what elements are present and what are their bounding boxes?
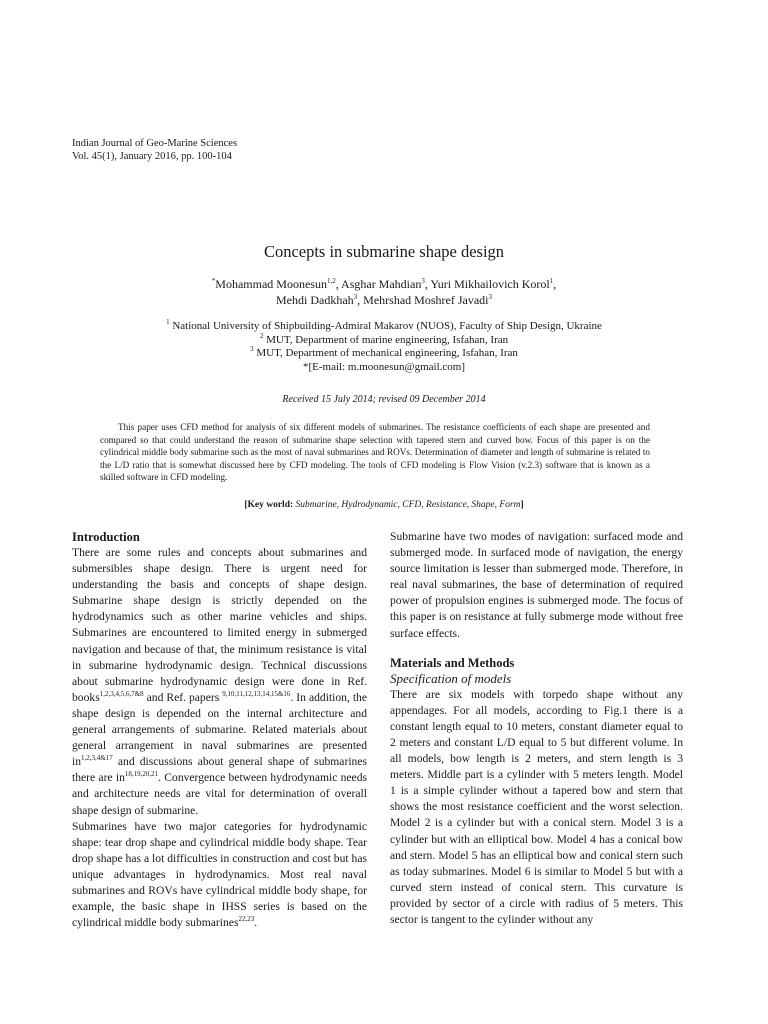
keywords-label: [Key world: (244, 500, 296, 510)
journal-name: Indian Journal of Geo-Marine Sciences (72, 138, 238, 149)
affiliation-1 (0, 320, 768, 334)
author-name: Mohammad Moonesun (215, 277, 327, 291)
affiliation-sup: 3 (250, 345, 254, 353)
citation: 1,2,3,4&17 (81, 754, 113, 763)
keywords-close: ] (520, 500, 524, 510)
author-name: , Asghar Mahdian (335, 277, 422, 291)
corresponding-mark: * (211, 277, 216, 285)
author-line-2 (0, 292, 768, 308)
citation: 18,19,20,21 (124, 770, 159, 779)
author-affil-sup: 3 (421, 277, 425, 285)
body-text: There are some rules and concepts about submarines and submersibles shape design. There is urgent need for understanding the basis and concepts of shape design. Submarine shape design is strictly depended on the hydrodynamics such as other marine vehicles and ships. Submarines are encountered to limited energy in submerged navigation and because of that, the minimum resistance is vital in submarine hydrodynamic design. Technical discussions about submarine hydrodynamic design were done in Ref. books (72, 546, 367, 704)
models-paragraph: There are six models with torpedo shape without any appendages. For all models, according to Fig.1 there is a constant length equal to 10 meters, constant diameter equal to 2 meters and constant L/D equal to 5 but different volume. In all models, bow length is 2 meters, and stern length is 3 meters. Middle part is a cylinder with 5 meters length. Model 1 is a simple cylinder without a tapered bow and stern that shows the most resistance coefficient and the worst selection. Model 2 is a cylinder but with a conical stern. Model 3 is a cylinder but with an elliptical bow. Model 4 has a conical bow and stern. Model 5 has an elliptical bow and conical stern such as today submarines. Model 6 is similar to Model 5 but with a curved stern instead of conical stern. This curvature is provided by sector of a circle with radius of 5 meters. This sector is tangent to the cylinder without any (390, 687, 683, 926)
body-text: and discussions about general shape of submarines there are in (72, 755, 367, 785)
section-heading-materials-methods: Materials and Methods (390, 655, 515, 670)
received-dates: Received 15 July 2014; revised 09 December 2014 (282, 394, 486, 405)
affiliation-list (0, 320, 768, 374)
body-text: . (254, 916, 258, 930)
section-heading-introduction: Introduction (72, 530, 140, 544)
subsection-heading-specification: Specification of models (390, 670, 512, 686)
section-gap (390, 642, 683, 655)
author-separator: , (553, 277, 557, 291)
author-affil-sup: 1 (549, 277, 554, 285)
contact-email: *[E-mail: m.moonesun@gmail.com] (303, 360, 465, 373)
author-name: , Mehrshad Moshref Javadi (357, 293, 489, 307)
affiliation-sup: 1 (166, 318, 170, 326)
citation: 9,10,11,12,13,14,15&16 (222, 689, 291, 698)
body-text: Submarines have two major categories for hydrodynamic shape: tear drop shape and cylindrical middle body shape. Tear drop shape has a lot difficulties in construction and cost but has unique advantages in hydrodynamics. Most real naval submarines and ROVs have cylindrical middle body shape, for example, the basic shape in IHSS series is based on the cylindrical middle body submarines (72, 819, 367, 930)
citation: 1,2,3,4,5,6,7&8 (99, 689, 144, 698)
author-affil-sup: 3 (488, 293, 492, 301)
affiliation-text: National University of Shipbuilding-Admiral Makarov (NUOS), Faculty of Ship Design, Ukraine (169, 320, 602, 332)
affiliation-text: MUT, Department of marine engineering, Isfahan, Iran (263, 333, 509, 346)
keywords (0, 500, 768, 510)
journal-volume: Vol. 45(1), January 2016, pp. 100-104 (72, 151, 232, 162)
affiliation-3 (0, 347, 768, 361)
body-text: . Convergence between hydrodynamic needs and architecture needs are vital for determination of overall shape design of submarine. (72, 771, 368, 817)
author-list (0, 276, 768, 308)
affiliation-sup: 2 (259, 331, 264, 340)
intro-paragraph-2 (72, 819, 367, 932)
paper-title: Concepts in submarine shape design (263, 242, 505, 261)
author-line-1 (0, 276, 768, 292)
keywords-list: Submarine, Hydrodynamic, CFD, Resistance, Shape, Form (295, 500, 521, 510)
column-right (390, 529, 683, 928)
affiliation-text: MUT, Department of mechanical engineering, Isfahan, Iran (253, 347, 518, 359)
author-name: Mehdi Dadkhah (276, 293, 354, 307)
author-affil-sup: 1,2 (326, 277, 336, 285)
intro-paragraph-1 (72, 545, 367, 819)
body-text: and Ref. papers (143, 690, 223, 704)
affiliation-2 (0, 331, 768, 348)
column-left (72, 529, 367, 931)
navigation-modes-paragraph: Submarine have two modes of navigation: surfaced mode and submerged mode. In surfaced mode of navigation, the energy source limitation is lesser than submerged mode. Therefore, in real naval submarines, the base of determination of required power of propulsion engines is submerged mode. The focus of this paper is on resistance at fully submerge mode without free surface effects. (390, 530, 683, 640)
author-affil-sup: 3 (353, 293, 358, 301)
journal-header (72, 137, 237, 163)
abstract: This paper uses CFD method for analysis of six different models of submarines. The resistance coefficients of each shape are presented and compared so that could understand the reason of submarine shape selection with tapered stern and curved bow. Focus of this paper is on the cylindrical middle body submarine such as the most of naval submarines and ROVs. Determination of diameter and length of submarine is related to the L/D ratio that is somewhat discussed here by CFD modeling. The tools of CFD modeling is Flow Vision (v.2.3) software that is known as a skilled software in CFD modeling. (100, 422, 650, 483)
citation: 22,23 (238, 915, 255, 924)
author-name: , Yuri Mikhailovich Korol (424, 277, 550, 291)
body-text: . In addition, the shape design is depended on the internal architecture and general arrangements of submarine. Related materials about general arrangement in naval submarines are presented in (72, 690, 367, 769)
